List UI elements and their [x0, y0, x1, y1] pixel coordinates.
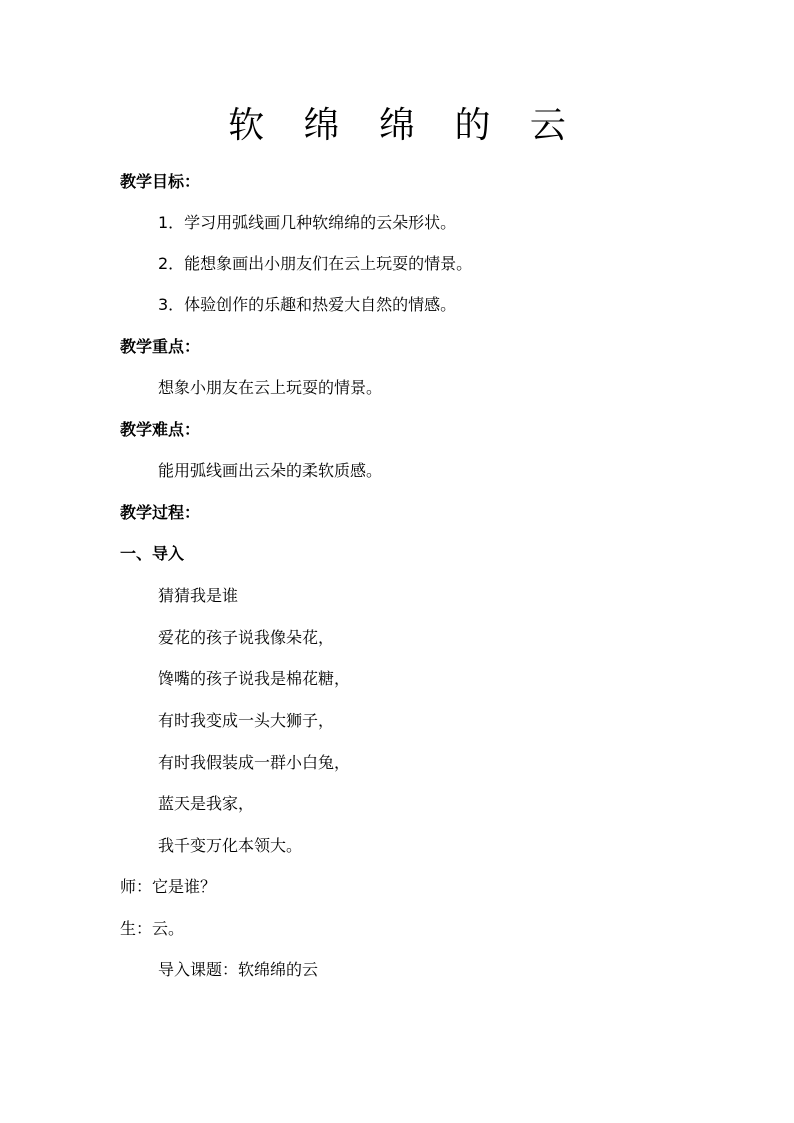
key-point-heading: 教学重点： — [120, 337, 201, 356]
riddle-line-5: 有时我假装成一群小白兔， — [158, 753, 351, 772]
intro-topic-line: 导入课题：软绵绵的云 — [158, 960, 319, 979]
objective-item-1: 1．学习用弧线画几种软绵绵的云朵形状。 — [158, 213, 457, 232]
riddle-line-2: 爱花的孩子说我像朵花， — [158, 628, 335, 647]
difficulty-heading: 教学难点： — [120, 420, 201, 439]
riddle-line-4: 有时我变成一头大狮子， — [158, 711, 335, 730]
process-heading: 教学过程： — [120, 503, 201, 522]
teacher-line: 师：它是谁？ — [120, 877, 217, 896]
objectives-heading: 教学目标： — [120, 172, 201, 191]
riddle-line-3: 馋嘴的孩子说我是棉花糖， — [158, 669, 351, 688]
key-point-text: 想象小朋友在云上玩耍的情景。 — [158, 378, 383, 397]
student-line: 生：云。 — [120, 919, 185, 938]
riddle-line-7: 我千变万化本领大。 — [158, 836, 303, 855]
difficulty-text: 能用弧线画出云朵的柔软质感。 — [158, 461, 383, 480]
objective-item-3: 3．体验创作的乐趣和热爱大自然的情感。 — [158, 295, 457, 314]
objective-item-2: 2．能想象画出小朋友们在云上玩耍的情景。 — [158, 254, 473, 273]
riddle-line-1: 猜猜我是谁 — [158, 586, 239, 605]
riddle-line-6: 蓝天是我家， — [158, 794, 255, 813]
document-title: 软 绵 绵 的 云 — [228, 105, 580, 146]
section-intro-heading: 一、导入 — [120, 544, 185, 563]
